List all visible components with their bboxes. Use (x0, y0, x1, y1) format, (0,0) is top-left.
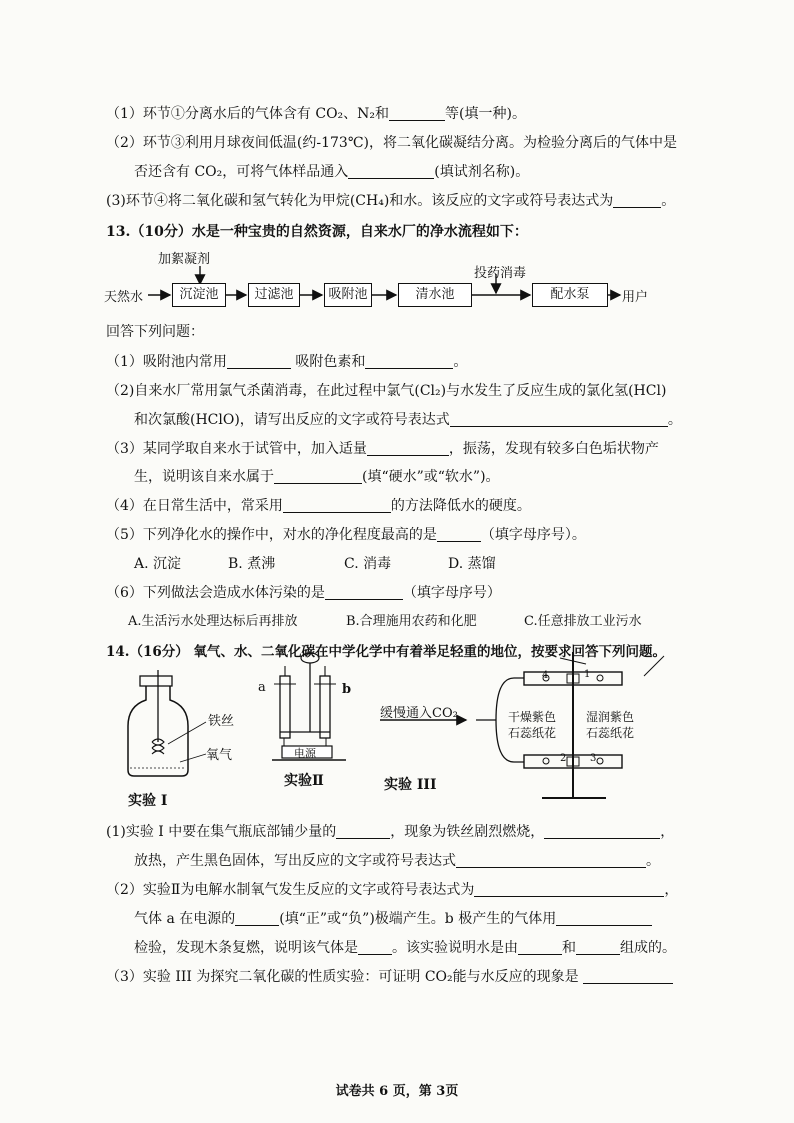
answer-blank[interactable] (583, 969, 673, 984)
answer-blank[interactable] (325, 585, 403, 600)
answer-blank[interactable] (518, 940, 562, 955)
q14-p3 (106, 967, 673, 987)
answer-blank[interactable] (450, 412, 668, 427)
q13-p3b-text: 生，说明该自来水属于 (134, 469, 274, 485)
answer-blank[interactable] (544, 824, 660, 839)
flow-additive-2: 投药消毒 (474, 266, 527, 281)
option-a: A.生活污水处理达标后再排放 (128, 614, 298, 629)
q13-p2b-text: 和次氯酸(HClO)，请写出反应的文字或符号表达式 (134, 412, 450, 428)
q13-p2b-tail: 。 (667, 412, 682, 428)
q13-p3b (134, 467, 500, 487)
q14-p1a (106, 822, 674, 842)
q13-p2b (134, 410, 682, 430)
option-a: A. 沉淀 (134, 556, 182, 572)
q13-p3a-tail: ，振荡，发现有较多白色垢状物产 (448, 441, 659, 457)
q13-answer-intro: 回答下列问题： (106, 324, 204, 340)
q13-p6-text: （6）下列做法会造成水体污染的是 (106, 585, 325, 601)
q13-p5-tail: （填字母序号）。 (480, 527, 586, 543)
q14-p1b-tail: 。 (646, 853, 660, 869)
option-c: C.任意排放工业污水 (524, 614, 642, 629)
answer-blank[interactable] (556, 911, 652, 926)
label-iron-wire: 铁丝 (208, 714, 235, 729)
answer-blank[interactable] (576, 940, 620, 955)
label-dry-litmus: 干燥紫色 (508, 710, 557, 724)
q14-stem: 14.（16分） 氧气、水、二氧化碳在中学化学中有着举足轻重的地位，按要求回答下列问题。 (106, 644, 666, 660)
q12-part3-tail: 。 (661, 193, 676, 209)
option-c: C. 消毒 (344, 556, 392, 572)
option-d: D. 蒸馏 (448, 556, 496, 572)
q14-p2b-text: 气体 a 在电源的 (134, 911, 236, 927)
label-wet-litmus: 湿润紫色 (586, 710, 635, 724)
q14-p2c-tail: 组成的。 (620, 940, 676, 956)
q12-part2b-text: 否还含有 CO₂，可将气体样品通入 (134, 164, 349, 180)
q14-p1b-text: 放热，产生黑色固体，写出反应的文字或符号表达式 (134, 853, 456, 869)
label-power-supply: 电源 (294, 747, 316, 760)
answer-blank[interactable] (227, 354, 291, 369)
q13-p1-tail: 。 (453, 354, 468, 370)
q12-part1 (106, 104, 526, 124)
q14-p2c-text: 检验，发现木条复燃，说明该气体是 (134, 940, 358, 956)
q14-p1a-mid: ，现象为铁丝剧烈燃烧， (390, 824, 545, 840)
q14-p2c-and: 和 (562, 940, 576, 956)
q12-part3-text: (3)环节④将二氧化碳和氢气转化为甲烷(CH₄)和水。该反应的文字或符号表达式为 (106, 193, 614, 209)
answer-blank[interactable] (365, 354, 453, 369)
water-treatment-flowchart (100, 244, 700, 324)
q12-part1-text: （1）环节①分离水后的气体含有 CO₂、N₂和 (106, 106, 390, 122)
answer-blank[interactable] (348, 164, 434, 179)
label-oxygen: 氧气 (206, 748, 233, 763)
q13-p2a: （2)自来水厂常用氯气杀菌消毒，在此过程中氯气(Cl₂)与水发生了反应生成的氯化氢(HCl) (106, 383, 667, 399)
experiment-3-caption: 实验 III (384, 777, 437, 793)
q13-p5-text: （5）下列净化水的操作中，对水的净化程度最高的是 (106, 527, 437, 543)
option-b: B.合理施用农药和化肥 (346, 614, 477, 629)
q13-p3b-tail: (填“硬水”或“软水”)。 (362, 469, 500, 485)
flow-start: 天然水 (104, 290, 144, 305)
label-position-3: 3 (590, 753, 597, 764)
q12-part2b (134, 162, 529, 182)
q12-part2 (106, 133, 677, 153)
iron-burning-jar-diagram (118, 670, 258, 790)
label-dry-litmus-2: 石蕊纸花 (508, 726, 557, 740)
q12-part2-text: （2）环节③利用月球夜间低温(约-173℃)，将二氧化碳凝结分离。为检验分离后的气体中是 (106, 135, 677, 151)
label-electrode-a: a (258, 680, 266, 695)
answer-blank[interactable] (336, 824, 390, 839)
q14-p2b (134, 909, 652, 929)
answer-blank[interactable] (437, 527, 481, 542)
q13-p6 (106, 583, 501, 603)
q14-p2a-text: （2）实验Ⅱ为电解水制氧气发生反应的文字或符号表达式为 (106, 882, 475, 898)
q13-p6-tail: （填字母序号） (402, 585, 501, 601)
label-co2-arrow: 缓慢通入CO₂ (380, 706, 458, 721)
answer-blank[interactable] (274, 469, 362, 484)
q12-part3 (106, 191, 675, 211)
answer-blank[interactable] (474, 882, 664, 897)
flow-end: 用户 (622, 290, 649, 305)
label-electrode-b: b (342, 682, 352, 697)
experiment-1-caption: 实验 I (128, 793, 168, 809)
flow-box-pump: 配水泵 (532, 283, 608, 307)
q13-p3a (106, 439, 659, 459)
q13-p4 (106, 496, 531, 516)
experiment-1-figure (118, 670, 258, 790)
experiment-2-caption: 实验Ⅱ (284, 773, 324, 789)
q13-p4-tail: 的方法降低水的硬度。 (390, 498, 531, 514)
q14-p1a-text: (1)实验 I 中要在集气瓶底部铺少量的 (106, 824, 337, 840)
q14-p1a-tail: ， (660, 824, 675, 840)
q14-p2c (134, 938, 676, 958)
q13-p1-text: （1）吸附池内常用 (106, 354, 227, 370)
label-position-1: 1 (584, 669, 591, 680)
label-position-2: 2 (560, 753, 567, 764)
q13-stem: 13.（10分）水是一种宝贵的自然资源，自来水厂的净水流程如下： (106, 224, 528, 240)
q13-p5 (106, 525, 586, 545)
q13-p3a-text: （3）某同学取自来水于试管中，加入适量 (106, 441, 367, 457)
q13-p1-mid: 吸附色素和 (295, 354, 366, 370)
answer-blank[interactable] (367, 441, 449, 456)
label-wet-litmus-2: 石蕊纸花 (586, 726, 635, 740)
q14-p2b-mid: (填“正”或“负”)极端产生。b 极产生的气体用 (279, 911, 557, 927)
flow-box-clear-water: 清水池 (398, 283, 472, 307)
q14-p2c-mid: 。该实验说明水是由 (392, 940, 518, 956)
answer-blank[interactable] (283, 498, 391, 513)
q14-p3-text: （3）实验 III 为探究二氧化碳的性质实验：可证明 CO₂能与水反应的现象是 (106, 969, 579, 985)
q13-p6-options (128, 612, 642, 632)
q14-p2a (106, 880, 678, 900)
answer-blank[interactable] (358, 940, 392, 955)
option-b: B. 煮沸 (228, 556, 276, 572)
page-footer: 试卷共 6 页，第 3页 (335, 1084, 459, 1099)
flow-box-sedimentation: 沉淀池 (172, 283, 226, 307)
flow-box-adsorption: 吸附池 (324, 283, 372, 307)
answer-blank[interactable] (235, 911, 279, 926)
q12-part2b-tail: (填试剂名称)。 (434, 164, 530, 180)
flow-box-filtration: 过滤池 (248, 283, 300, 307)
q13-p4-text: （4）在日常生活中，常采用 (106, 498, 283, 514)
q13-p5-options (134, 554, 496, 574)
q13-p1 (106, 352, 467, 372)
q12-part1-tail: 等(填一种)。 (445, 106, 526, 122)
answer-blank[interactable] (613, 193, 661, 208)
flow-additive-1: 加絮凝剂 (158, 252, 211, 267)
experiment-2-figure (254, 648, 364, 768)
label-position-4: 4 (542, 670, 549, 681)
q14-p1b (134, 851, 660, 871)
answer-blank[interactable] (389, 106, 445, 121)
answer-blank[interactable] (456, 853, 646, 868)
q14-p2a-tail: ， (664, 882, 679, 898)
